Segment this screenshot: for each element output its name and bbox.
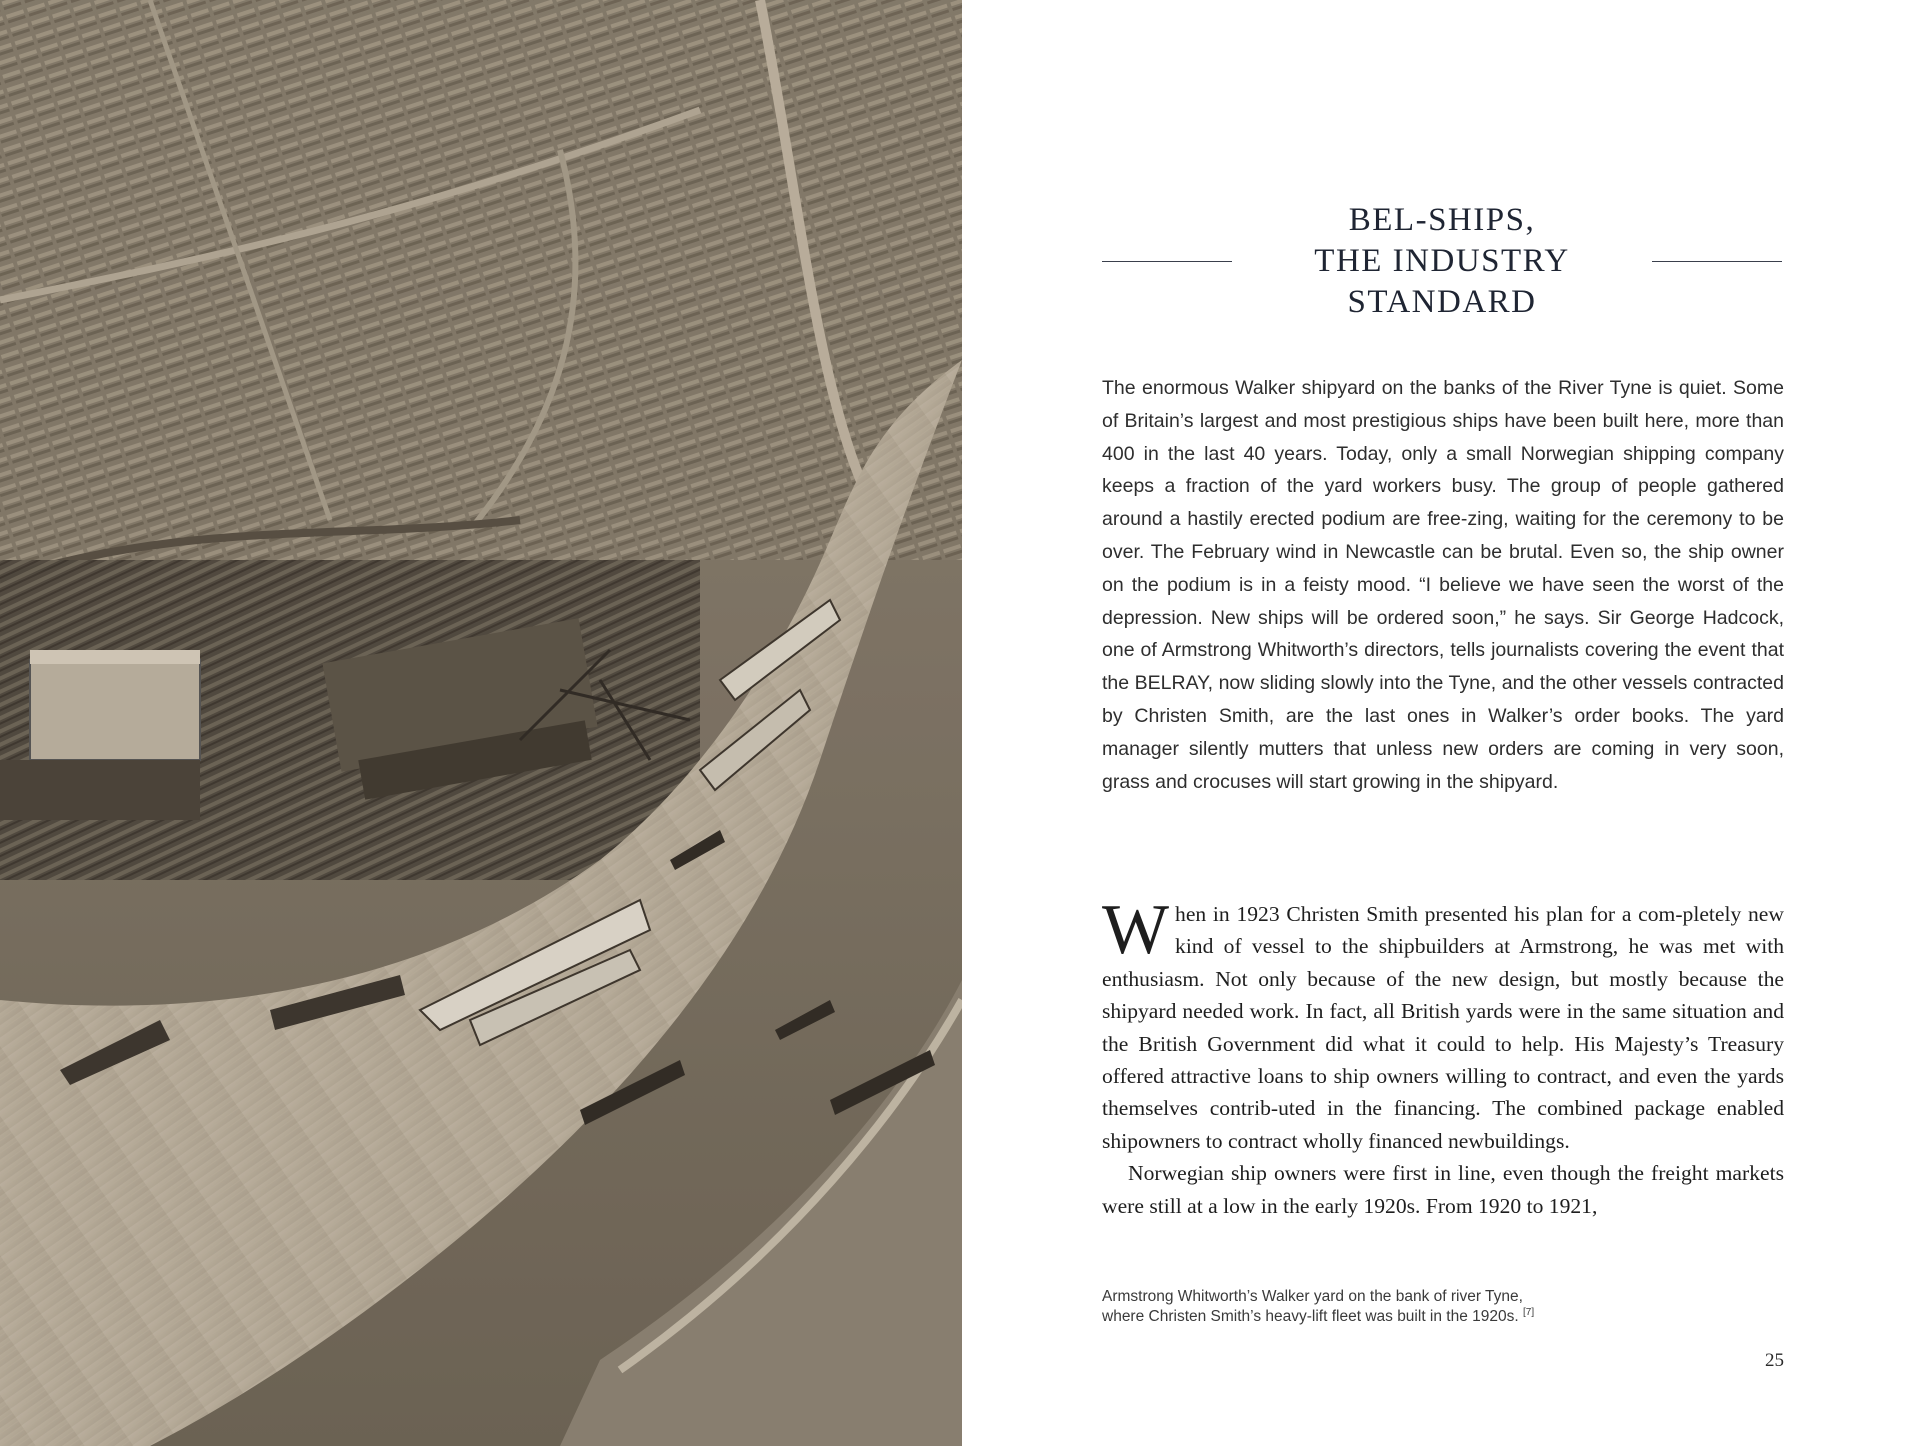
body-text bbox=[1102, 891, 1784, 1222]
caption-line1: Armstrong Whitworth’s Walker yard on the bank of river Tyne, bbox=[1102, 1288, 1523, 1305]
body-paragraph-1 bbox=[1102, 891, 1784, 1157]
chapter-title bbox=[1262, 200, 1622, 323]
body-paragraph-2: Norwegian ship owners were first in line, even though the freight markets were still at a low in the early 1920s. From 1920 to 1921, bbox=[1102, 1161, 1784, 1218]
heading-rule-right bbox=[1652, 261, 1782, 262]
photo-caption bbox=[1102, 1287, 1662, 1327]
page-number: 25 bbox=[1765, 1350, 1784, 1371]
body-paragraph-1-text: hen in 1923 Christen Smith presented his plan for a com-pletely new kind of vessel to the shipbuilders at Armstrong, he was met with enthusiasm. Not only because of the new design, but mostly because the shipyard needed work. In fact, all British yards were in the same situation and the British Government did what it could to help. His Majesty’s Treasury offered attractive loans to ship owners willing to contract, and even the yards themselves contrib-uted in the financing. The combined package enabled shipowners to contract wholly financed newbuildings. bbox=[1102, 902, 1784, 1153]
text-page bbox=[962, 0, 1920, 1446]
heading-rule-left bbox=[1102, 261, 1232, 262]
chapter-title-line2: THE INDUSTRY bbox=[1314, 243, 1570, 279]
chapter-title-line3: STANDARD bbox=[1347, 284, 1537, 320]
drop-cap: W bbox=[1102, 891, 1170, 969]
caption-line2: where Christen Smith’s heavy-lift fleet was built in the 1920s. bbox=[1102, 1308, 1519, 1325]
caption-reference: [7] bbox=[1523, 1306, 1535, 1318]
chapter-title-line1: BEL-SHIPS, bbox=[1348, 202, 1536, 238]
chapter-heading bbox=[1102, 200, 1782, 330]
intro-paragraph: The enormous Walker shipyard on the banks of the River Tyne is quiet. Some of Britain’s largest and most prestigious ships have been built here, more than 400 in the last 40 years. Today, only a small Norwegian shipping company keeps a fraction of the yard workers busy. The group of people gathered around a hastily erected podium are free-zing, waiting for the ceremony to be over. The February wind in Newcastle can be brutal. Even so, the ship owner on the podium is in a feisty mood. “I believe we have seen the worst of the depression. New ships will be ordered soon,” he says. Sir George Hadcock, one of Armstrong Whitworth’s directors, tells journalists covering the event that the BELRAY, now sliding slowly into the Tyne, and the other vessels contracted by Christen Smith, are the last ones in Walker’s order books. The yard manager silently mutters that unless new orders are coming in very soon, grass and crocuses will start growing in the shipyard. bbox=[1102, 377, 1784, 793]
